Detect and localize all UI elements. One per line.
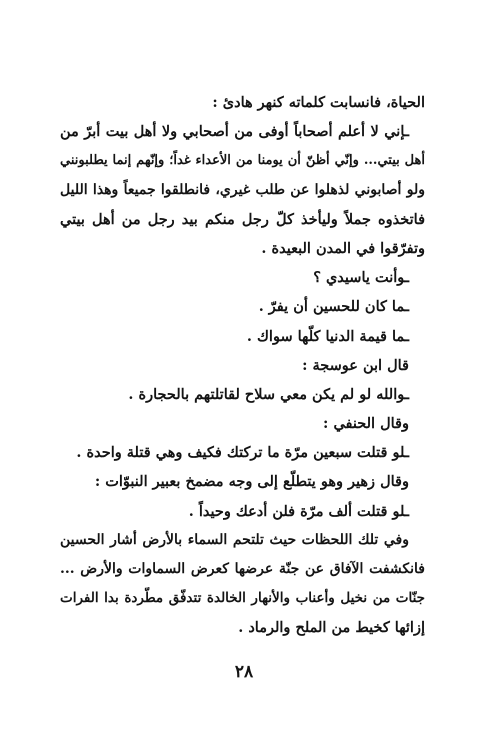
text-line: ـما كان للحسين أن يفرّ . xyxy=(258,298,409,316)
body-text xyxy=(60,88,425,643)
text-line: ـلو قتلت سبعين مرّة ما تركتك فكيف وهي قتلة واحدة . xyxy=(76,444,409,462)
text-line: ـلو قتلت ألف مرّة فلن أدعك وحيداً . xyxy=(188,502,409,520)
text-line: ـوأنت ياسيدي ؟ xyxy=(313,269,409,287)
text-line: أهل بيتي... وإنّي أظنّ أن يومنا من الأعداء غداً؛ وإنّهم إنما يطلبونني xyxy=(60,153,425,169)
text-line: ـما قيمة الدنيا كلّها سواك . xyxy=(246,327,409,345)
text-line: ولو أصابوني لذهلوا عن طلب غيري، فانطلقوا جميعاً وهذا الليل xyxy=(60,181,425,198)
text-line: وفي تلك اللحظات حيث تلتحم السماء بالأرض أشار الحسين xyxy=(60,531,409,548)
text-line: قال ابن عوسجة : xyxy=(302,356,409,374)
text-line: وتفرّقوا في المدن البعيدة . xyxy=(261,239,425,257)
text-line: وقال زهير وهو يتطلّع إلى وجه مضمخ بعبير النبوّات : xyxy=(94,473,409,491)
page-number: ٢٨ xyxy=(234,662,254,682)
text-line: إزائها كخيط من الملح والرماد . xyxy=(238,619,425,637)
text-line: الحياة، فانسابت كلماته كنهر هادئ : xyxy=(212,94,425,111)
text-line: ـإني لا أعلم أصحاباً أوفى من أصحابي ولا أهل بيت أبرّ من xyxy=(60,123,410,141)
text-line: وقال الحنفي : xyxy=(323,415,409,433)
text-line: فانكشفت الآفاق عن جنّة عرضها كعرض السماوات والأرض ... xyxy=(60,561,425,577)
text-line: ـوالله لو لم يكن معي سلاح لقاتلتهم بالحجارة . xyxy=(128,385,409,403)
text-line: فاتخذوه جملاً وليأخذ كلّ رجل منكم بيد رجل من أهل بيتي xyxy=(60,210,425,228)
text-line: جنّات من نخيل وأعناب والأنهار الخالدة تتدفّق مطّردة بدا الفرات xyxy=(60,590,425,607)
